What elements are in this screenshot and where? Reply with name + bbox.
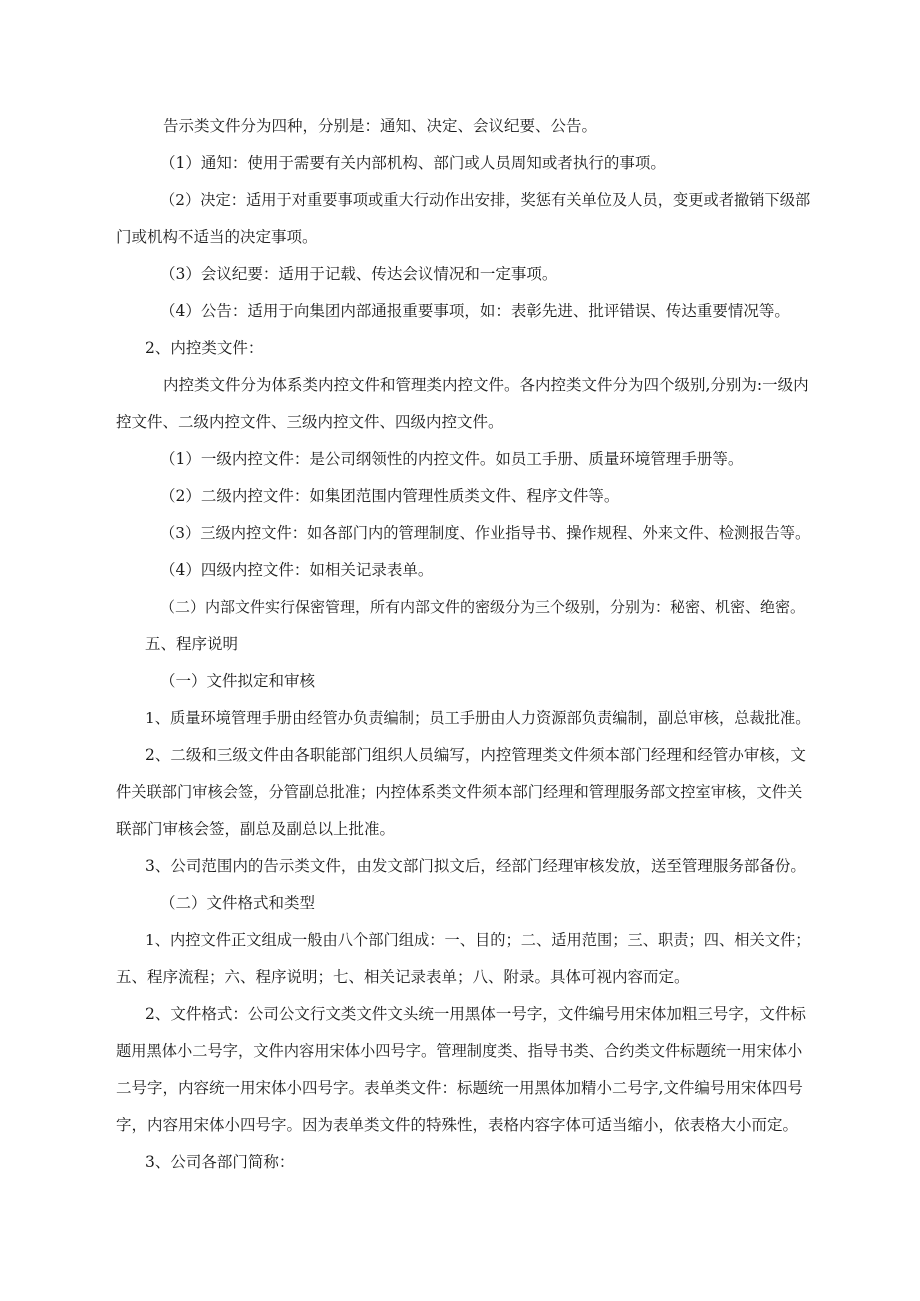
paragraph-notice-types: 告示类文件分为四种，分别是：通知、决定、会议纪要、公告。 (163, 117, 598, 135)
paragraph-internal-control-cont: 控文件、二级内控文件、三级内控文件、四级内控文件。 (116, 413, 504, 431)
heading-file-format-types: （二）文件格式和类型 (160, 894, 316, 912)
paragraph-internal-control: 内控类文件分为体系类内控文件和管理类内控文件。各内控类文件分为四个级别,分别为:一级内 (163, 376, 809, 394)
heading-department-abbreviations: 3、公司各部门简称： (145, 1153, 295, 1171)
heading-internal-control-files: 2、内控类文件： (145, 339, 264, 357)
paragraph-notice: （1）通知：使用于需要有关内部机构、部门或人员周知或者执行的事项。 (160, 154, 666, 172)
paragraph-file-format-cont3: 字，内容用宋体小四号字。因为表单类文件的特殊性，表格内容字体可适当缩小，依表格大小而定。 (116, 1116, 799, 1134)
paragraph-file-format: 2、文件格式：公司公文行文类文件文头统一用黑体一号字，文件编号用宋体加粗三号字，文件标 (145, 1005, 806, 1023)
heading-drafting-review: （一）文件拟定和审核 (160, 672, 316, 690)
paragraph-body-composition-cont: 五、程序流程；六、程序说明；七、相关记录表单；八、附录。具体可视内容而定。 (116, 968, 690, 986)
paragraph-level-1: （1）一级内控文件：是公司纲领性的内控文件。如员工手册、质量环境管理手册等。 (160, 450, 744, 468)
paragraph-file-format-cont2: 二号字，内容统一用宋体小四号字。表单类文件：标题统一用黑体加精小二号字,文件编号用宋体四号 (116, 1079, 803, 1097)
paragraph-level-2-3-files: 2、二级和三级文件由各职能部门组织人员编写，内控管理类文件须本部门经理和经管办审核，文 (145, 746, 806, 764)
paragraph-level-3: （3）三级内控文件：如各部门内的管理制度、作业指导书、操作规程、外来文件、检测报告等。 (160, 524, 811, 542)
heading-procedure-description: 五、程序说明 (145, 635, 239, 653)
paragraph-file-format-cont1: 题用黑体小二号字，文件内容用宋体小四号字。管理制度类、指导书类、合约类文件标题统一用宋体小 (116, 1042, 803, 1060)
paragraph-body-composition: 1、内控文件正文组成一般由八个部门组成：一、目的；二、适用范围；三、职责；四、相关文件； (145, 931, 811, 949)
paragraph-level-2-3-files-cont2: 联部门审核会签，副总及副总以上批准。 (116, 820, 396, 838)
paragraph-level-2-3-files-cont1: 件关联部门审核会签，分管副总批准；内控体系类文件须本部门经理和管理服务部文控室审核，文件关 (116, 783, 803, 801)
paragraph-meeting-minutes: （3）会议纪要：适用于记载、传达会议情况和一定事项。 (160, 265, 558, 283)
paragraph-confidentiality: （二）内部文件实行保密管理，所有内部文件的密级分为三个级别，分别为：秘密、机密、绝密。 (160, 598, 806, 616)
paragraph-level-4: （4）四级内控文件：如相关记录表单。 (160, 561, 434, 579)
paragraph-decision-cont: 门或机构不适当的决定事项。 (116, 228, 318, 246)
paragraph-announcement: （4）公告：适用于向集团内部通报重要事项，如：表彰先进、批评错误、传达重要情况等。 (160, 302, 790, 320)
paragraph-decision: （2）决定：适用于对重要事项或重大行动作出安排，奖惩有关单位及人员，变更或者撤销下级部 (160, 191, 811, 209)
paragraph-notice-files: 3、公司范围内的告示类文件，由发文部门拟文后，经部门经理审核发放，送至管理服务部备份。 (145, 857, 806, 875)
paragraph-manual-compilation: 1、质量环境管理手册由经管办负责编制；员工手册由人力资源部负责编制，副总审核，总裁批准。 (145, 709, 811, 727)
paragraph-level-2: （2）二级内控文件：如集团范围内管理性质类文件、程序文件等。 (160, 487, 620, 505)
